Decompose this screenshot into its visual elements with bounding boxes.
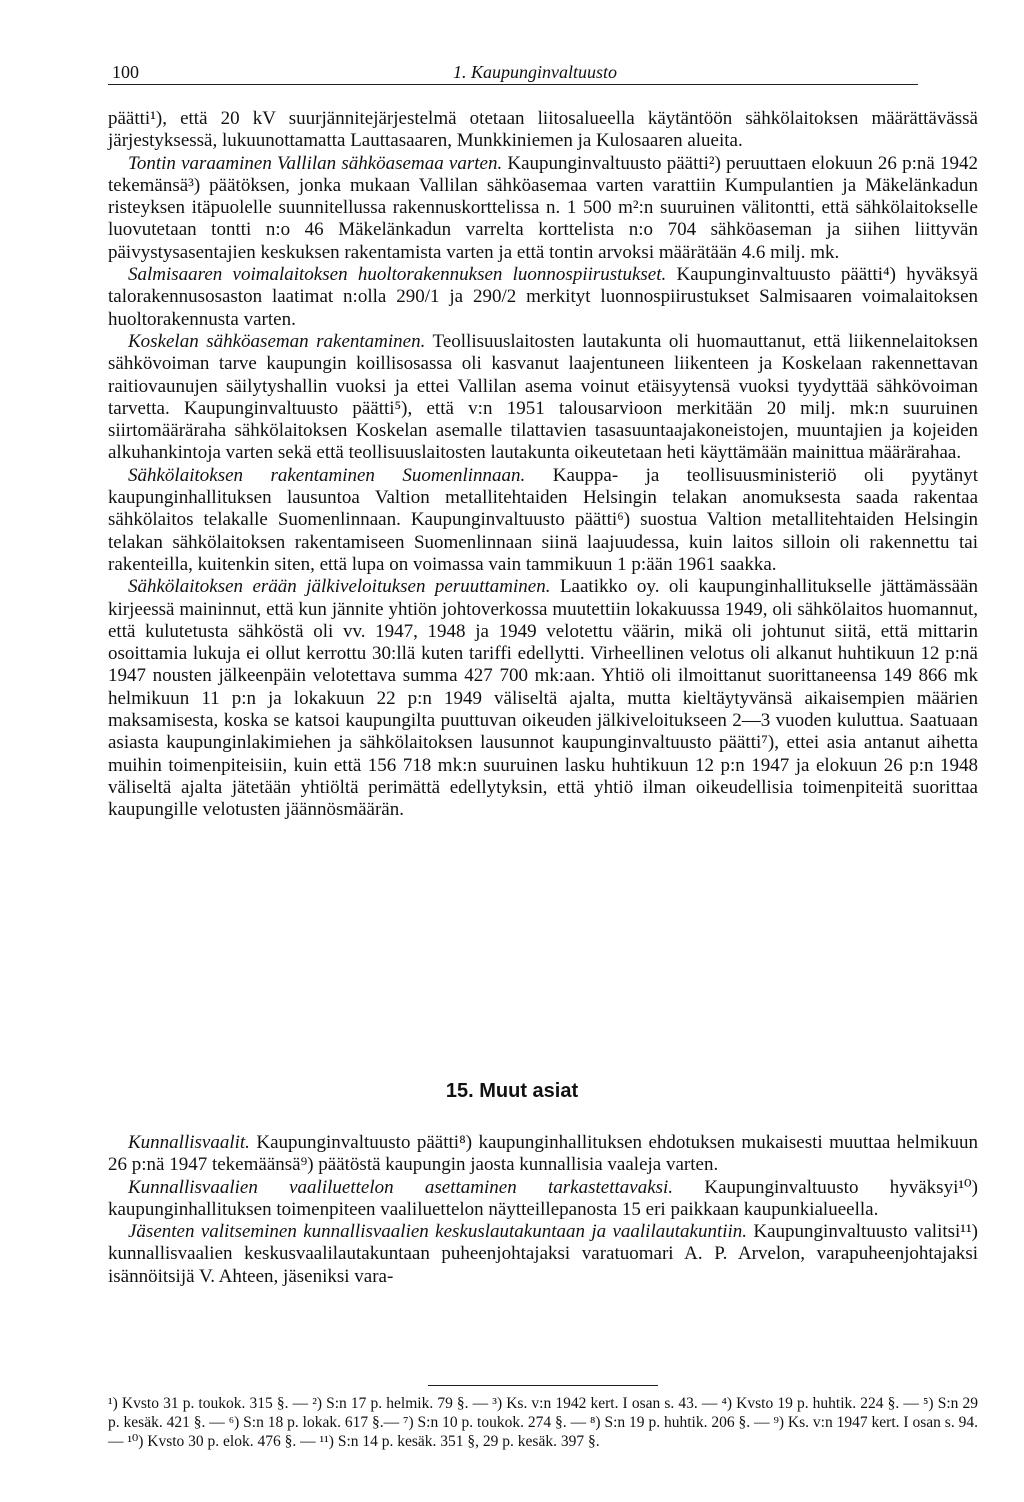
- paragraph-text: Kaupunginvaltuusto päätti⁴) hyväksyä talorakennusosaston laatimat n:olla 290/1 ja 290/2 merkityt luonnospiirustukset Salmisaaren voimalaitoksen huoltorakennusta varten.: [108, 264, 978, 330]
- paragraph-title: Sähkölaitoksen rakentaminen Suomenlinnaan.: [128, 464, 526, 486]
- section-text: [108, 1132, 978, 1288]
- paragraph-title: Salmisaaren voimalaitoksen huoltorakennuksen luonnospiirustukset.: [128, 264, 667, 286]
- paragraph-text: Kaupunginvaltuusto valitsi¹¹) kunnallisvaalien keskusvaalilautakuntaan puheenjohtajaksi varatuomari A. P. Arvelon, varapuheenjohtajaksi isännöitsijä V. Ahteen, jäseniksi vara-: [108, 1221, 979, 1287]
- paragraph: [108, 1132, 978, 1177]
- main-text: [108, 108, 978, 822]
- paragraph-title: Sähkölaitoksen erään jälkiveloituksen peruuttaminen.: [128, 576, 551, 598]
- paragraph-text: Kaupunginvaltuusto hyväksyi¹⁰) kaupunginhallituksen toimenpiteen vaaliluettelon näytteillepanosta 15 eri paikkaan kaupunkialueella.: [108, 1176, 978, 1220]
- running-header: [108, 62, 918, 85]
- paragraph: [108, 1177, 978, 1222]
- paragraph-title: Jäsenten valitseminen kunnallisvaalien keskuslautakuntaan ja vaalilautakuntiin.: [128, 1221, 748, 1243]
- paragraph: [108, 576, 978, 821]
- paragraph-text: päätti¹), että 20 kV suurjännitejärjestelmä otetaan liitosalueella käytäntöön sähkölaitoksen määrättävässä järjestyksessä, lukuunottamatta Lauttasaaren, Munkkiniemen ja Kulosaaren alueita.: [108, 108, 978, 152]
- paragraph: [108, 1221, 978, 1288]
- paragraph-title: Kunnallisvaalit.: [128, 1132, 250, 1153]
- paragraph-title: Koskelan sähköaseman rakentaminen.: [128, 330, 426, 352]
- paragraph-text: Kauppa- ja teollisuusministeriö oli pyytänyt kaupunginhallituksen lausuntoa Valtion metallitehtaiden Helsingin telakan anomuksesta saada rakentaa sähkölaitos telakalle Suomenlinnaan. Kaupunginvaltuusto päätti⁶) suostua Valtion metallitehtaiden Helsingin telakan sähkölaitoksen rakentamiseen Suomenlinnaan siinä laajuudessa, kuin laitos silloin oli rakennettu tai rakenteilla, kuitenkin siten, että lupa on voimassa vain tammikuun 1 p:ään 1961 saakka.: [108, 464, 979, 575]
- paragraph: [108, 264, 978, 331]
- paragraph-title: Kunnallisvaalien vaaliluettelon asettaminen tarkastettavaksi.: [128, 1176, 674, 1198]
- footnotes: [108, 1385, 978, 1451]
- paragraph: [108, 331, 978, 465]
- running-head: 1. Kaupunginvaltuusto: [453, 62, 618, 82]
- footnote-divider: [428, 1385, 658, 1386]
- paragraph-text: Kaupunginvaltuusto päätti²) peruuttaen elokuun 26 p:nä 1942 tekemänsä³) päätöksen, jonka mukaan Vallilan sähköasemaa varten varattiin Kumpulantien ja Mäkelänkadun risteyksen itäpuolelle suunnitellussa rakennuskorttelissa n. 1 500 m²:n suuruinen välitontti, että sähkölaitokselle luovutetaan tontti n:o 46 Mäkelänkadun varrelta korttelista n:o 704 sähköaseman ja siihen liittyvän päivystysasentajien keskuksen rakentamista varten ja että tontin arvoksi määrätään 4.6 milj. mk.: [108, 152, 979, 263]
- paragraph-text: Laatikko oy. oli kaupunginhallitukselle jättämässään kirjeessä maininnut, että kun jännite yhtiön johtoverkossa muutettiin lokakuussa 1949, oli sähkölaitos huomannut, että kulutetusta sähköstä oli vv. 1947, 1948 ja 1949 velotettu väärin, mikä oli johtunut siitä, että mittarin osoittamia lukuja ei ollut kerrottu 30:llä kuten tariffi edellytti. Virheellinen velotus oli alkanut huhtikuun 12 p:nä 1947 nousten jälkeenpäin velotettava summa 427 700 mk:aan. Yhtiö oli ilmoittanut suorittaneensa 149 866 mk helmikuun 11 p:n ja lokakuun 22 p:n 1949 väliseltä ajalta, mutta kieltäytyvänsä aikaisempien määrien maksamisesta, koska se katsoi kaupungilta puuttuvan oikeuden jälkiveloitukseen 2—3 vuoden kuluttua. Saatuaan asiasta kaupunginlakimiehen ja sähkölaitoksen lausunnot kaupunginvaltuusto päätti⁷), ettei asia antanut aihetta muihin toimenpiteisiin, kuin että 156 718 mk:n suuruinen lasku huhtikuun 12 p:n 1947 ja elokuun 26 p:n 1948 väliseltä ajalta jätetään yhtiöltä perimättä edellytyksin, että yhtiö ilman oikeudellisia toimenpiteitä suorittaa kaupungille velotusten jäännösmäärän.: [108, 576, 978, 821]
- footnote-text: ¹) Kvsto 31 p. toukok. 315 §. — ²) S:n 17 p. helmik. 79 §. — ³) Ks. v:n 1942 kert. I osan s. 43. — ⁴) Kvsto 19 p. huhtik. 224 §. — ⁵) S:n 29 p. kesäk. 421 §. — ⁶) S:n 18 p. lokak. 617 §.— ⁷) S:n 10 p. toukok. 274 §. — ⁸) S:n 19 p. huhtik. 206 §. — ⁹) Ks. v:n 1947 kert. I osan s. 94.— ¹⁰) Kvsto 30 p. elok. 476 §. — ¹¹) S:n 14 p. kesäk. 351 §, 29 p. kesäk. 397 §.: [108, 1395, 978, 1450]
- paragraph: [108, 108, 978, 153]
- paragraph: [108, 465, 978, 576]
- paragraph: [108, 153, 978, 264]
- paragraph-text: Kaupunginvaltuusto päätti⁸) kaupunginhallituksen ehdotuksen mukaisesti muuttaa helmikuun 26 p:nä 1947 tekemäänsä⁹) päätöstä kaupungin jaosta kunnallisia vaaleja varten.: [108, 1132, 978, 1176]
- section-heading: 15. Muut asiat: [445, 1080, 579, 1102]
- paragraph-text: Teollisuuslaitosten lautakunta oli huomauttanut, että liikennelaitoksen sähkövoiman tarve kaupungin koillisosassa oli kasvanut laajentuneen liikenteen ja Koskelaan rakennettavan raitiovaunujen säilytyshallin vuoksi ja ettei Vallilan asema voinut etäisyytensä vuoksi tyydyttää sähkövoiman tarvetta. Kaupunginvaltuusto päätti⁵), että v:n 1951 talousarvioon merkitään 20 milj. mk:n suuruinen siirtomääräraha sähkölaitoksen Koskelan asemalle tilattavien tasasuuntaajakoneistojen, muuntajien ja kojeiden alkuhankintoja varten sekä että teollisuuslaitosten lautakunta oikeutetaan heti käyttämään mainittua määrärahaa.: [108, 330, 978, 464]
- paragraph-title: Tontin varaaminen Vallilan sähköasemaa varten.: [128, 152, 503, 174]
- page-number: 100: [112, 62, 139, 82]
